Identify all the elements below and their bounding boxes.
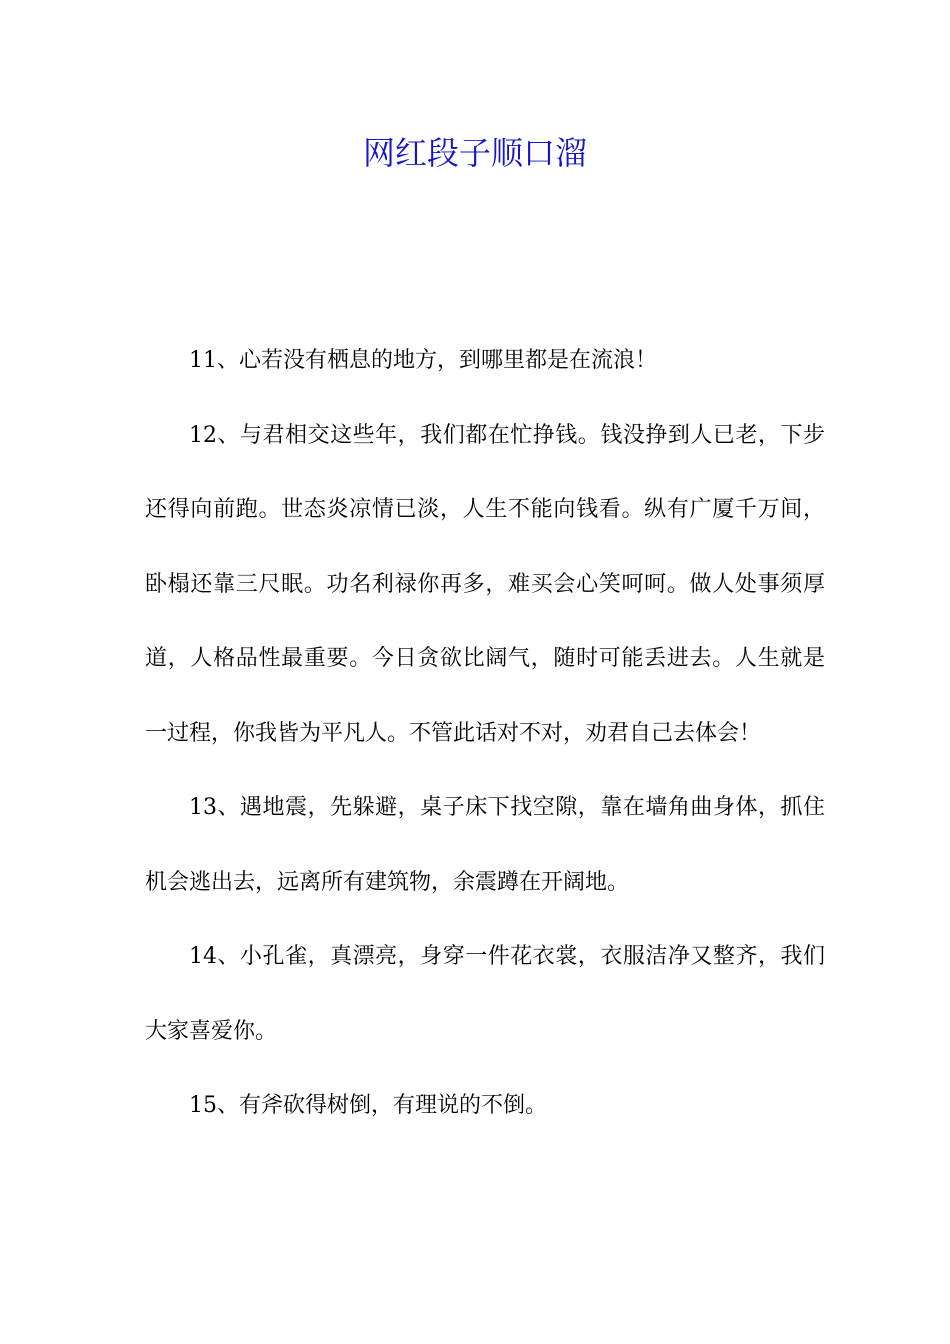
- paragraph-14: 14、小孔雀，真漂亮，身穿一件花衣裳，衣服洁净又整齐，我们大家喜爱你。: [145, 944, 825, 1044]
- paragraph-12: 12、与君相交这些年，我们都在忙挣钱。钱没挣到人已老，下步还得向前跑。世态炎凉情已淡，人生不能向钱看。纵有广厦千万间，卧榻还靠三尺眠。功名利禄你再多，难买会心笑呵呵。做人处事须厚道，人格品性最重要。今日贪欲比阔气，随时可能丢进去。人生就是一过程，你我皆为平凡人。不管此话对不对，劝君自己去体会！: [145, 422, 825, 746]
- paragraph-15: 15、有斧砍得树倒，有理说的不倒。: [189, 1093, 547, 1118]
- paragraph-11: 11、心若没有栖息的地方，到哪里都是在流浪！: [189, 348, 657, 373]
- paragraph-13: 13、遇地震，先躲避，桌子床下找空隙，靠在墙角曲身体，抓住机会逃出去，远离所有建筑物，余震蹲在开阔地。: [145, 795, 825, 895]
- document-body: [145, 324, 825, 1144]
- document-title: 网红段子顺口溜: [362, 134, 587, 172]
